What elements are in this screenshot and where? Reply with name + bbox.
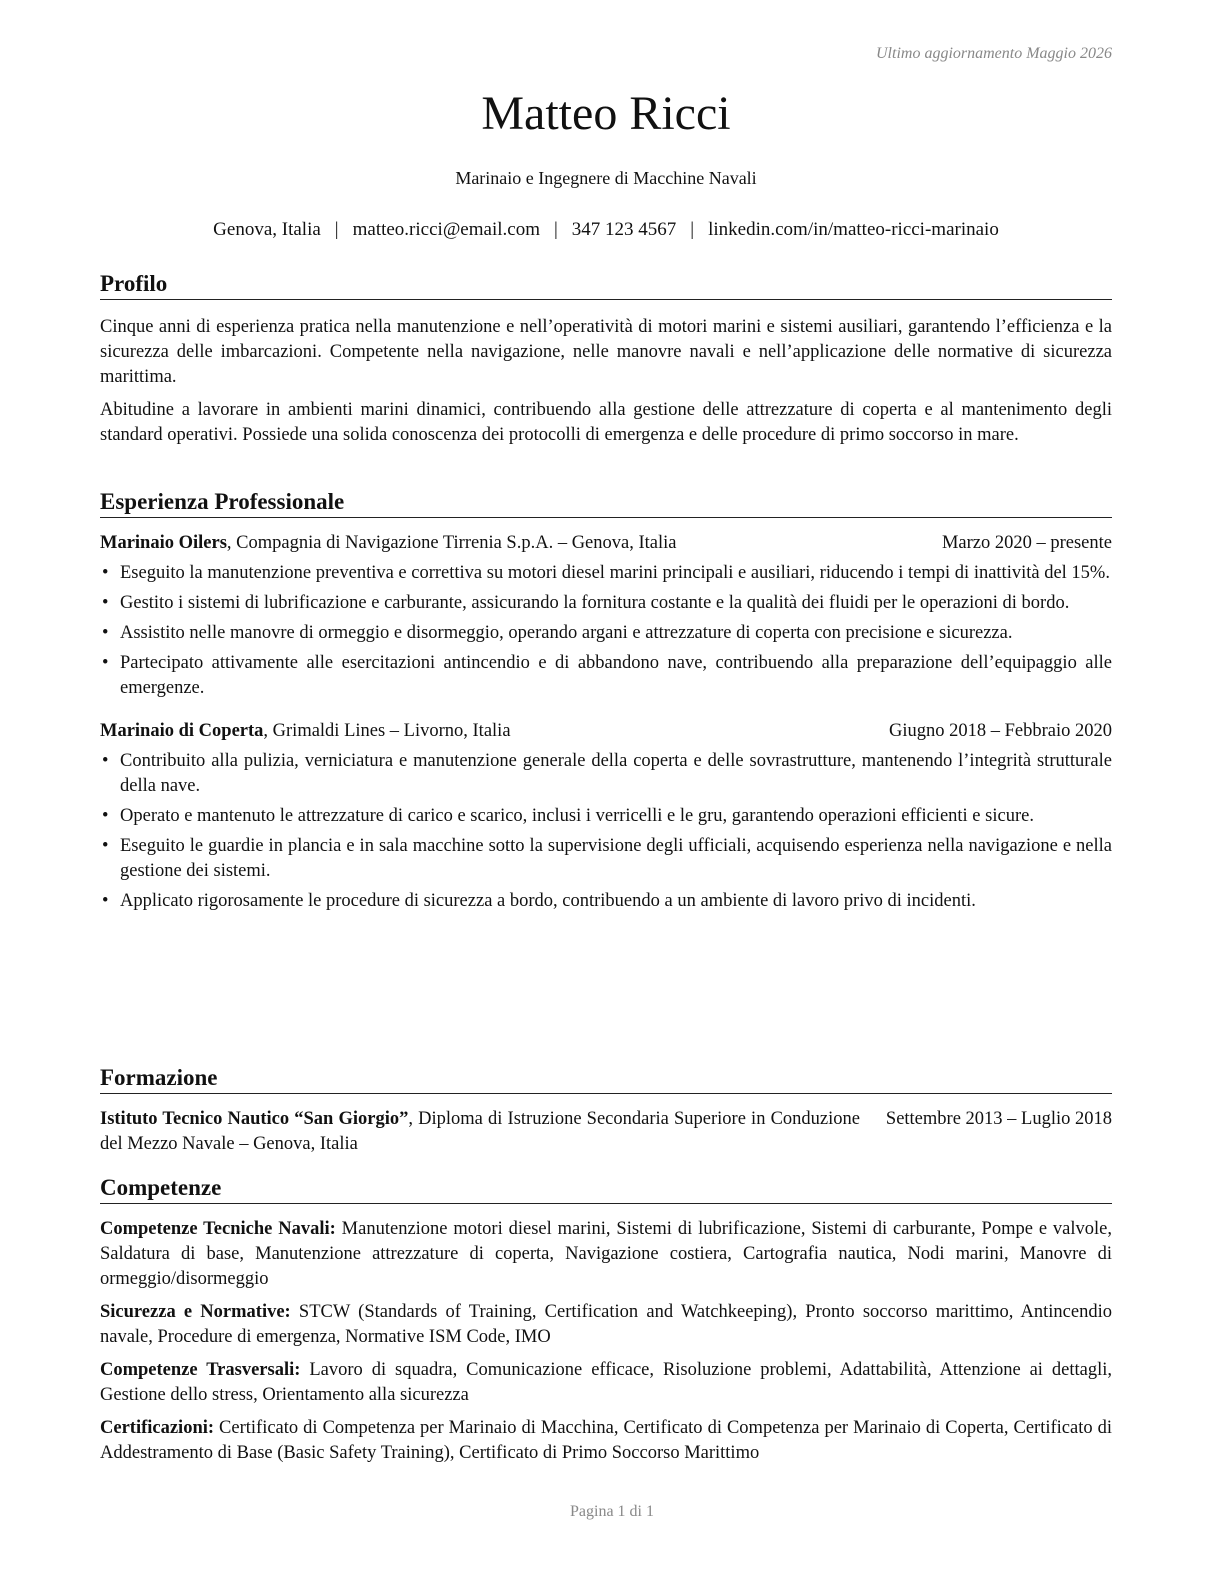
section-title-experience: Esperienza Professionale <box>100 488 1112 518</box>
education-section <box>100 1064 1112 1157</box>
contact-separator: | <box>553 219 558 240</box>
skill-group <box>100 1300 1112 1350</box>
contact-email[interactable]: matteo.ricci@email.com <box>352 219 540 240</box>
section-title-education: Formazione <box>100 1064 1112 1094</box>
candidate-title: Marinaio e Ingegnere di Macchine Navali <box>455 168 757 188</box>
contact-separator: | <box>690 219 695 240</box>
job-dates: Marzo 2020 – presente <box>941 533 1112 553</box>
skill-label: Sicurezza e Normative: <box>100 1302 291 1322</box>
skill-group <box>100 1416 1112 1466</box>
candidate-name: Matteo Ricci <box>481 87 731 140</box>
job-header <box>100 719 1112 744</box>
list-item: • Eseguito la manutenzione preventiva e correttiva su motori diesel marini principali e ausiliari, riducendo i tempi di inattività del 15%. <box>100 561 1112 586</box>
page-number: Pagina 1 di 1 <box>570 1503 654 1520</box>
job-bullets <box>100 561 1112 701</box>
list-item: • Eseguito le guardie in plancia e in sala macchine sotto la supervisione degli ufficiali, acquisendo esperienza nella navigazione e nella gestione dei sistemi. <box>102 836 1112 881</box>
job-entry <box>100 719 1112 914</box>
skill-label: Competenze Trasversali: <box>100 1360 301 1380</box>
contact-separator: | <box>334 219 339 240</box>
contact-linkedin[interactable]: linkedin.com/in/matteo-ricci-marinaio <box>708 219 999 240</box>
list-item: • Partecipato attivamente alle esercitazioni antincendio e di abbandono nave, contribuendo alla preparazione dell’equipaggio alle emergenze. <box>102 653 1112 698</box>
bullet-icon: • <box>102 593 109 613</box>
job-title-line <box>100 531 677 556</box>
skill-label: Certificazioni: <box>100 1418 215 1438</box>
experience-section <box>100 488 1112 919</box>
skill-text: Certificato di Competenza per Marinaio di Macchina, Certificato di Competenza per Marinaio di Coperta, Certificato di Addestramento di Base (Basic Safety Training), Certificato di Primo Soccorso Marittimo <box>100 1418 1112 1463</box>
skill-group <box>100 1358 1112 1408</box>
education-school-line <box>100 1107 860 1157</box>
job-role: Marinaio di Coperta <box>100 721 264 741</box>
job-header <box>100 531 1112 556</box>
profile-paragraph <box>100 315 1112 448</box>
job-company: , Compagnia di Navigazione Tirrenia S.p.A. – Genova, Italia <box>226 533 677 553</box>
section-title-skills: Competenze <box>100 1174 1112 1204</box>
education-degree: , Diploma di Istruzione Secondaria Superiore in Conduzione del Mezzo Navale – Genova, Italia <box>100 1109 860 1154</box>
skills-section <box>100 1174 1112 1466</box>
bullet-icon: • <box>102 806 109 826</box>
skill-text: Manutenzione motori diesel marini, Sistemi di lubrificazione, Sistemi di carburante, Pompe e valvole, Saldatura di base, Manutenzione attrezzature di coperta, Navigazione costiera, Cartografia nautica, Nodi marini, Manovre di ormeggio/disormeggio <box>100 1219 1112 1289</box>
last-updated: Ultimo aggiornamento Maggio 2026 <box>876 45 1112 62</box>
job-entry <box>100 531 1112 701</box>
bullet-icon: • <box>102 623 109 643</box>
job-title-line <box>100 719 511 744</box>
bullet-icon: • <box>102 751 109 771</box>
skill-label: Competenze Tecniche Navali: <box>100 1219 336 1239</box>
profile-paragraph-2: Abitudine a lavorare in ambienti marini dinamici, contribuendo alla gestione delle attrezzature di coperta e al mantenimento degli standard operativi. Possiede una solida conoscenza dei protocolli di emergenza e delle procedure di primo soccorso in mare. <box>100 400 1112 445</box>
skill-text: Lavoro di squadra, Comunicazione efficace, Risoluzione problemi, Adattabilità, Attenzione ai dettagli, Gestione dello stress, Orientamento alla sicurezza <box>100 1360 1112 1405</box>
contact-line <box>100 219 1112 241</box>
list-item: • Operato e mantenuto le attrezzature di carico e scarico, inclusi i verricelli e le gru, garantendo operazioni efficienti e sicure. <box>100 804 1112 829</box>
job-dates: Giugno 2018 – Febbraio 2020 <box>888 721 1112 741</box>
education-school: Istituto Tecnico Nautico “San Giorgio” <box>100 1109 409 1129</box>
education-dates: Settembre 2013 – Luglio 2018 <box>885 1109 1112 1129</box>
bullet-icon: • <box>102 563 109 583</box>
list-item: • Contribuito alla pulizia, verniciatura e manutenzione generale della coperta e delle sovrastrutture, mantenendo l’integrità strutturale della nave. <box>102 751 1112 796</box>
bullet-icon: • <box>102 836 109 856</box>
bullet-icon: • <box>102 891 109 911</box>
profile-paragraph-1: Cinque anni di esperienza pratica nella manutenzione e nell’operatività di motori marini e sistemi ausiliari, garantendo l’efficienza e la sicurezza delle imbarcazioni. Competente nella navigazione, nelle manovre navali e nell’applicazione delle normative di sicurezza marittima. <box>100 317 1112 387</box>
skill-group <box>100 1217 1112 1292</box>
job-bullets <box>100 749 1112 914</box>
section-title-profile: Profilo <box>100 270 1112 300</box>
list-item: • Gestito i sistemi di lubrificazione e carburante, assicurando la fornitura costante e la qualità dei fluidi per le operazioni di bordo. <box>100 591 1112 616</box>
contact-phone[interactable]: 347 123 4567 <box>571 219 677 240</box>
skill-text: STCW (Standards of Training, Certification and Watchkeeping), Pronto soccorso marittimo, Antincendio navale, Procedure di emergenza, Normative ISM Code, IMO <box>100 1302 1112 1347</box>
bullet-icon: • <box>102 653 109 673</box>
list-item: • Applicato rigorosamente le procedure di sicurezza a bordo, contribuendo a un ambiente di lavoro privo di incidenti. <box>100 889 1112 914</box>
education-entry <box>100 1107 1112 1157</box>
contact-location: Genova, Italia <box>213 219 321 240</box>
job-role: Marinaio Oilers <box>100 533 227 553</box>
job-company: , Grimaldi Lines – Livorno, Italia <box>263 721 511 741</box>
profile-section <box>100 270 1112 448</box>
list-item: • Assistito nelle manovre di ormeggio e disormeggio, operando argani e attrezzature di coperta con precisione e sicurezza. <box>100 621 1112 646</box>
